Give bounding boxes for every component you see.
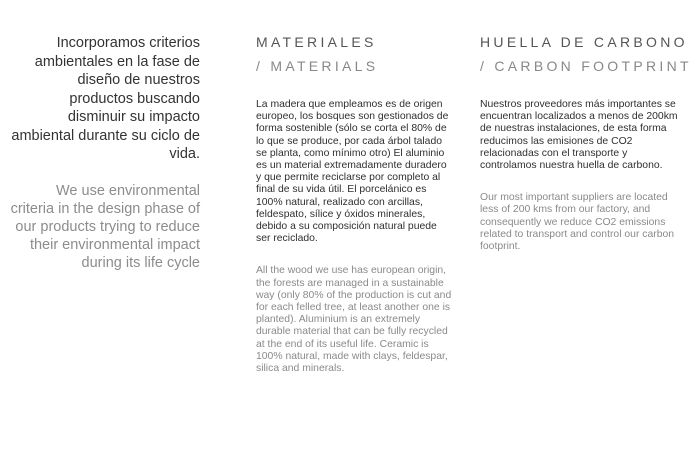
materials-subheading: / MATERIALS: [256, 58, 379, 74]
carbon-footprint-text-spanish: Nuestros proveedores más importantes se encuentran localizados a menos de 200km de nuestras instalaciones, de esta forma reducimos las emisiones de CO2 relacionadas con el transporte y controlamos nuestra huella de carbono.: [480, 99, 678, 172]
carbon-footprint-subheading: / CARBON FOOTPRINT: [480, 58, 692, 74]
intro-text-spanish: Incorporamos criterios ambientales en la fase de diseño de nuestros productos buscando disminuir su impacto ambiental durante su ciclo de vida.: [11, 35, 200, 162]
materials-text-spanish: La madera que empleamos es de origen europeo, los bosques son gestionados de forma sostenible (sólo se corta el 80% de lo que se produce, por cada árbol talado se planta, como mínimo otro) El aluminio es un material extremadamente duradero y que permite reciclarse por completo al final de su vida útil. El porcelánico es 100% natural, realizado con arcillas, feldespato, sílice y óxidos minerales, debido a su composición natural puede ser reciclado.: [256, 99, 449, 245]
materials-text-english: All the wood we use has european origin, the forests are managed in a sustainable way (only 80% of the production is cut and for each felled tree, at least another one is planted). Aluminium is an extremely durable material that can be fully recycled at the end of its useful life. Ceramic is 100% natural, made with clays, feldespar, silica and minerals.: [256, 265, 452, 375]
materials-column: [256, 34, 452, 375]
carbon-footprint-heading: HUELLA DE CARBONO: [480, 34, 688, 50]
materials-heading: MATERIALES: [256, 34, 377, 50]
intro-column: [10, 34, 200, 272]
intro-text-english: We use environmental criteria in the design phase of our products trying to reduce their environmental impact during its life cycle: [10, 182, 200, 271]
carbon-footprint-column: [480, 34, 692, 253]
carbon-footprint-text-english: Our most important suppliers are located less of 200 kms from our factory, and consequently we reduce CO2 emissions related to transport and control our carbon footprint.: [480, 192, 675, 253]
